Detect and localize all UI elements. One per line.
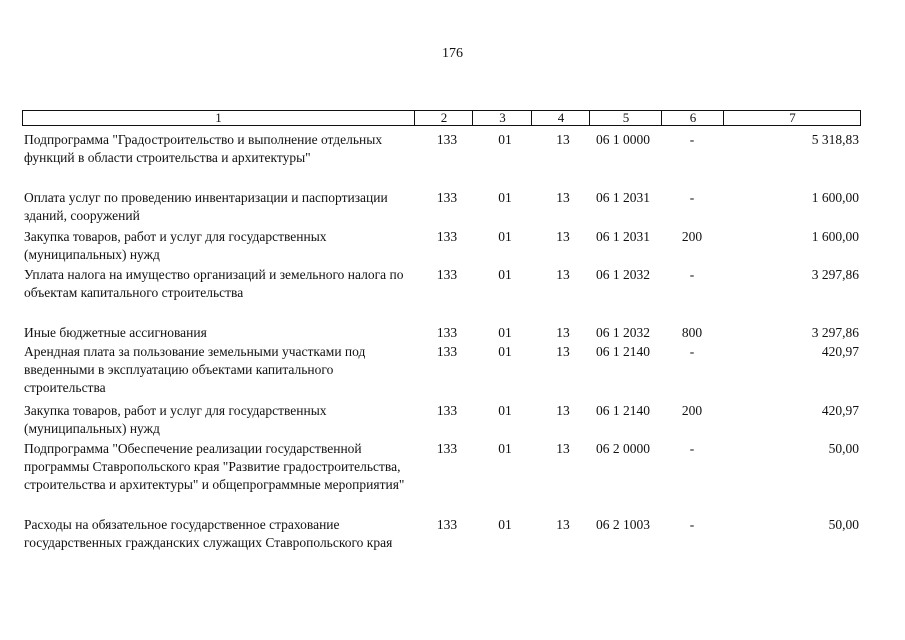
row-col-2: 133 bbox=[436, 267, 458, 282]
row-col-6: - bbox=[689, 267, 695, 282]
row-col-5: 06 1 2031 bbox=[596, 229, 650, 244]
row-col-5: 06 1 2032 bbox=[596, 267, 650, 282]
row-col-6: - bbox=[689, 132, 695, 147]
page-number: 176 bbox=[442, 46, 463, 61]
row-col-5: 06 2 0000 bbox=[596, 441, 650, 456]
row-col-2: 133 bbox=[436, 344, 458, 359]
row-col-3: 01 bbox=[498, 267, 512, 282]
row-col-7: 1 600,00 bbox=[811, 190, 859, 205]
row-col-7: 420,97 bbox=[821, 403, 859, 418]
row-col-6: - bbox=[689, 190, 695, 205]
row-col-4: 13 bbox=[556, 517, 570, 532]
header-col-5: 5 bbox=[589, 111, 662, 125]
row-col-4: 13 bbox=[556, 229, 570, 244]
row-col-5: 06 1 2032 bbox=[596, 325, 650, 340]
row-col-2: 133 bbox=[436, 132, 458, 147]
row-col-4: 13 bbox=[556, 441, 570, 456]
row-col-4: 13 bbox=[556, 344, 570, 359]
row-col-6: - bbox=[689, 441, 695, 456]
row-col-7: 1 600,00 bbox=[811, 229, 859, 244]
table-header bbox=[22, 110, 861, 126]
row-col-3: 01 bbox=[498, 441, 512, 456]
row-col-7: 50,00 bbox=[828, 441, 859, 456]
row-name: Уплата налога на имущество организаций и земельного налога по объектам капитального строительства bbox=[24, 267, 404, 300]
row-col-2: 133 bbox=[436, 517, 458, 532]
row-col-6: 200 bbox=[681, 229, 703, 244]
row-col-4: 13 bbox=[556, 132, 570, 147]
row-col-7: 420,97 bbox=[821, 344, 859, 359]
row-col-6: - bbox=[689, 344, 695, 359]
row-col-6: 200 bbox=[681, 403, 703, 418]
row-name: Подпрограмма "Градостроительство и выполнение отдельных функций в области строительства и архитектуры" bbox=[24, 132, 383, 165]
row-col-7: 50,00 bbox=[828, 517, 859, 532]
row-name: Расходы на обязательное государственное страхование государственных гражданских служащих Ставропольского края bbox=[24, 517, 393, 550]
row-col-3: 01 bbox=[498, 517, 512, 532]
header-col-2: 2 bbox=[414, 111, 473, 125]
row-col-3: 01 bbox=[498, 190, 512, 205]
row-col-5: 06 1 2140 bbox=[596, 344, 650, 359]
row-col-6: - bbox=[689, 517, 695, 532]
row-col-4: 13 bbox=[556, 190, 570, 205]
row-col-7: 3 297,86 bbox=[811, 267, 859, 282]
row-col-4: 13 bbox=[556, 267, 570, 282]
row-col-3: 01 bbox=[498, 403, 512, 418]
row-col-3: 01 bbox=[498, 344, 512, 359]
header-col-1: 1 bbox=[215, 110, 222, 125]
header-col-7: 7 bbox=[723, 111, 861, 125]
row-col-5: 06 1 2140 bbox=[596, 403, 650, 418]
row-col-4: 13 bbox=[556, 325, 570, 340]
row-col-5: 06 1 2031 bbox=[596, 190, 650, 205]
row-col-3: 01 bbox=[498, 325, 512, 340]
row-name: Арендная плата за пользование земельными участками под введенными в эксплуатацию объектами капитального строительства bbox=[24, 344, 366, 395]
row-name: Закупка товаров, работ и услуг для государственных (муниципальных) нужд bbox=[24, 229, 327, 262]
header-col-4: 4 bbox=[531, 111, 590, 125]
row-col-6: 800 bbox=[681, 325, 703, 340]
row-col-3: 01 bbox=[498, 132, 512, 147]
row-col-5: 06 2 1003 bbox=[596, 517, 650, 532]
row-name: Закупка товаров, работ и услуг для государственных (муниципальных) нужд bbox=[24, 403, 327, 436]
row-col-2: 133 bbox=[436, 403, 458, 418]
row-name: Иные бюджетные ассигнования bbox=[24, 325, 207, 340]
header-col-3: 3 bbox=[472, 111, 532, 125]
row-col-2: 133 bbox=[436, 229, 458, 244]
row-col-7: 3 297,86 bbox=[811, 325, 859, 340]
header-col-6: 6 bbox=[661, 111, 724, 125]
row-col-2: 133 bbox=[436, 190, 458, 205]
row-name: Подпрограмма "Обеспечение реализации государственной программы Ставропольского края "Развитие градостроительства, строительства и архитектуры" и общепрограммные мероприятия" bbox=[24, 441, 405, 492]
row-col-2: 133 bbox=[436, 441, 458, 456]
row-col-2: 133 bbox=[436, 325, 458, 340]
row-col-5: 06 1 0000 bbox=[596, 132, 650, 147]
row-col-7: 5 318,83 bbox=[811, 132, 859, 147]
row-col-4: 13 bbox=[556, 403, 570, 418]
row-col-3: 01 bbox=[498, 229, 512, 244]
row-name: Оплата услуг по проведению инвентаризации и паспортизации зданий, сооружений bbox=[24, 190, 388, 223]
